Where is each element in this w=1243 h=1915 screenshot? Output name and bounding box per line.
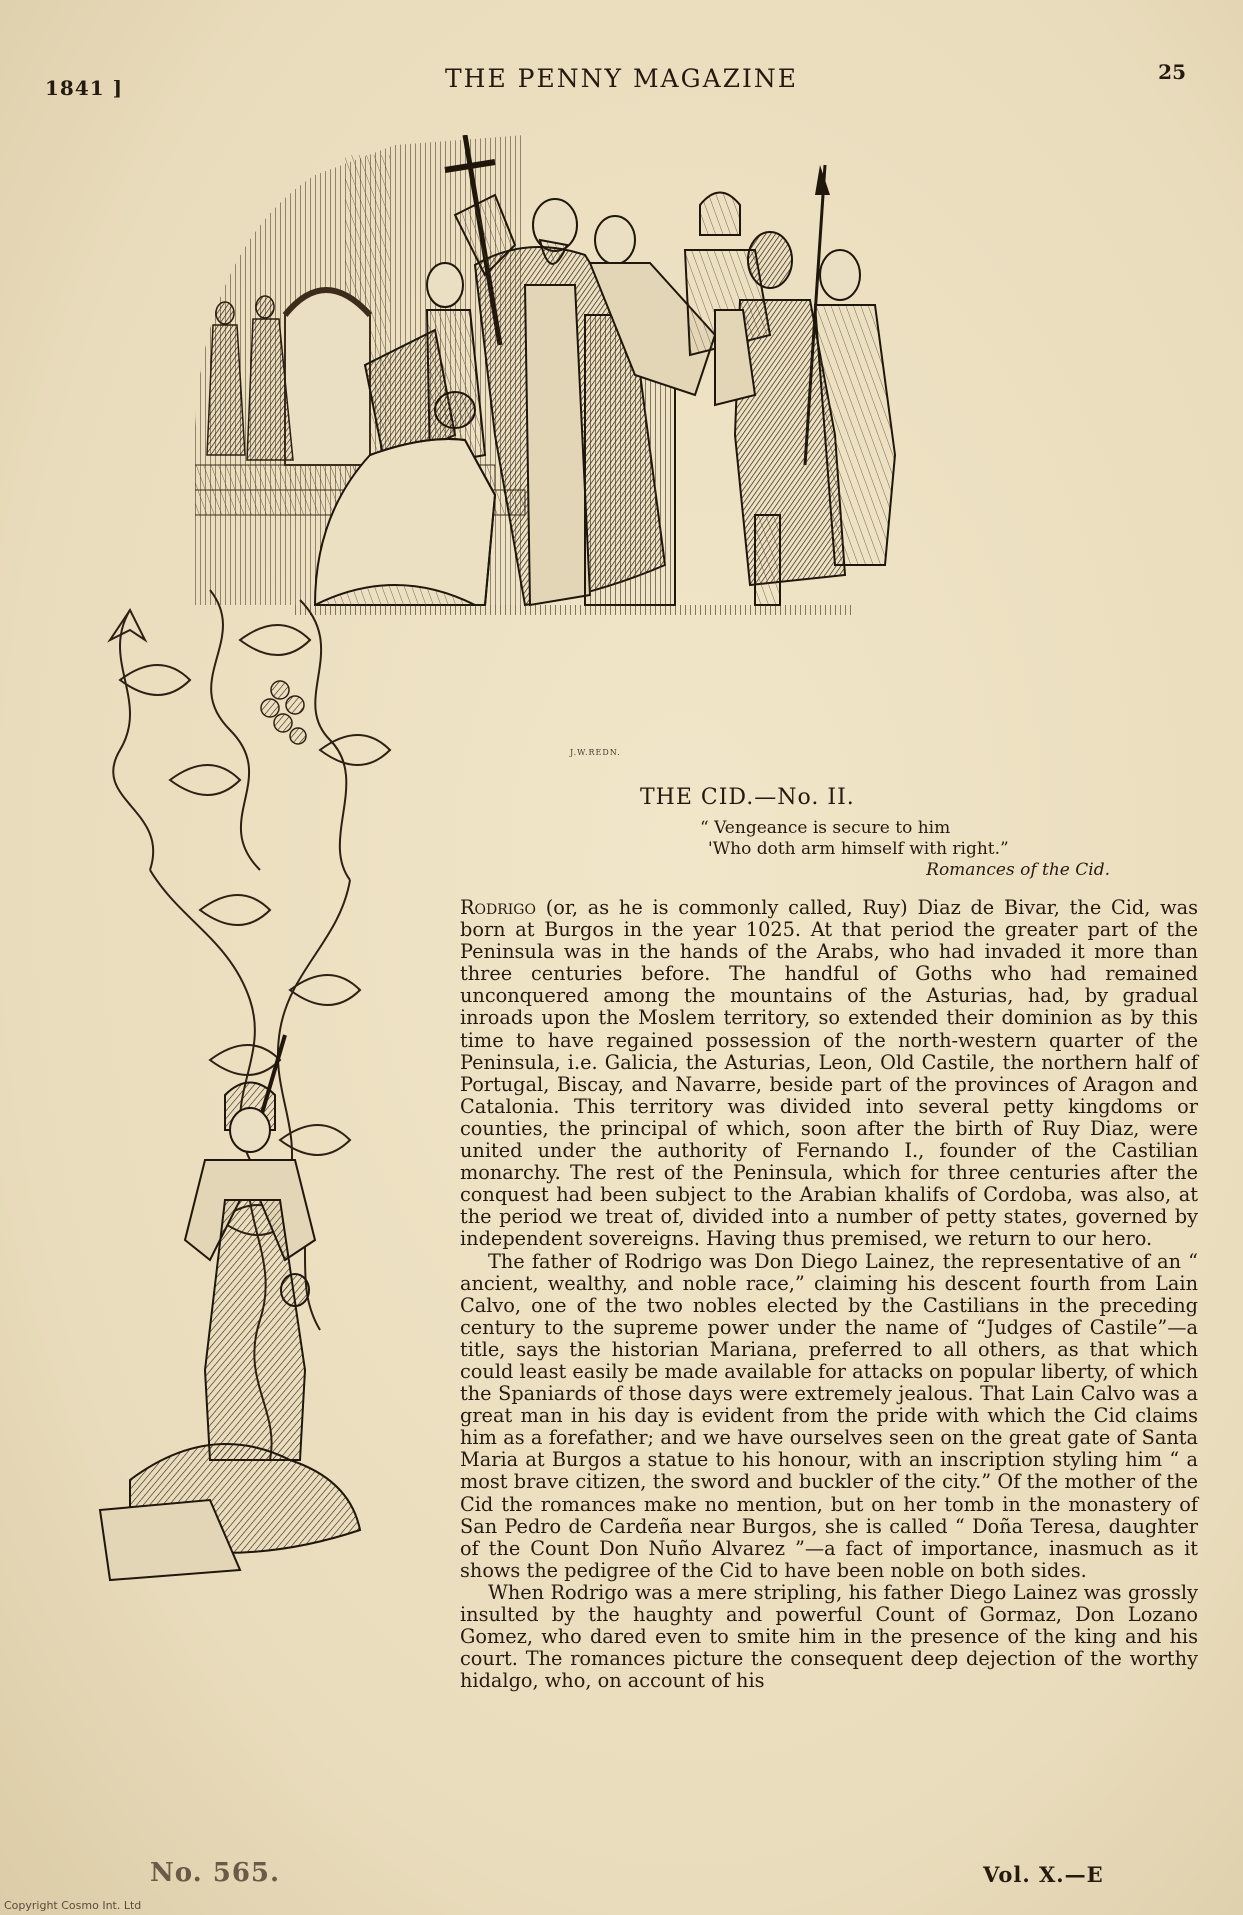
volume-signature: Vol. X.—E — [983, 1862, 1104, 1887]
paragraph-1 — [460, 897, 1198, 1251]
paragraph-2: The father of Rodrigo was Don Diego Lainez, the representative of an “ ancient, wealthy, and noble race,” claiming his descent fourth from Lain Calvo, one of the two nobles elected by the Castilians in the preceding century to the supreme power under the name of “Judges of Castile”—a title, says the historian Mariana, preferred to all others, as that which could least easily be made available for attacks on popular liberty, of which the Spaniards of those days were extremely jealous. That Lain Calvo was a great man in his day is evident from the pride with which the Cid claims him as a forefather; and we have ourselves seen on the great gate of Santa Maria at Burgos a statue to his honour, with an inscription styling him “ a most brave citizen, the sword and buckler of the city.” Of the mother of the Cid the romances make no mention, but on her tomb in the monastery of San Pedro de Cardeña near Burgos, she is called “ Doña Teresa, daughter of the Count Don Nuño Alvarez ”—a fact of importance, inasmuch as it shows the pedigree of the Cid to have been noble on both sides. — [460, 1249, 1198, 1582]
magazine-title: THE PENNY MAGAZINE — [445, 64, 798, 93]
epigraph-attribution: Romances of the Cid. — [926, 860, 1110, 880]
epigraph-line-2: 'Who doth arm himself with right.” — [708, 839, 1009, 859]
epigraph-line-1: “ Vengeance is secure to him — [700, 818, 951, 838]
paragraph-1-text: (or, as he is commonly called, Ruy) Diaz de Bivar, the Cid, was born at Burgos in the year 1025. At that period the greater part of the Peninsula was in the hands of the Arabs, who had invaded it more than three centuries before. The handful of Goths who had remained unconquered among the mountains of the Asturias, had, by gradual inroads upon the Moslem territory, so extended their dominion as by this time to have regained possession of the north-western quarter of the Peninsula, i.e. Galicia, the Asturias, Leon, Old Castile, the northern half of Portugal, Biscay, and Navarre, beside part of the provinces of Aragon and Catalonia. This territory was divided into several petty kingdoms or counties, the principal of which, soon after the birth of Ruy Diaz, were united under the authority of Fernando I., founder of the Castilian monarchy. The rest of the Peninsula, which for three centuries after the conquest had been subject to the Arabian khalifs of Cordoba, was also, at the period we treat of, divided into a number of petty states, governed by independent sovereigns. Having thus premised, we return to our hero. — [460, 896, 1198, 1251]
copyright-watermark: Copyright Cosmo Int. Ltd — [4, 1899, 142, 1912]
paragraph-1-lead: Rodrigo — [460, 896, 536, 919]
running-head — [0, 60, 1243, 100]
page-number: 25 — [1158, 60, 1186, 84]
epigraph — [700, 818, 1120, 881]
article-body — [460, 897, 1198, 1692]
issue-number: No. 565. — [150, 1858, 281, 1888]
vine-ornament-illustration — [90, 580, 450, 1820]
page-footer — [0, 1858, 1243, 1898]
paragraph-3: When Rodrigo was a mere stripling, his father Diego Lainez was grossly insulted by the haughty and powerful Count of Gormaz, Don Lozano Gomez, who dared even to smite him in the presence of the king and his court. The romances picture the consequent deep dejection of the worthy hidalgo, who, on account of his — [460, 1580, 1198, 1693]
article-title: THE CID.—No. II. — [640, 785, 855, 810]
engraver-signature: J.W.REDN. — [570, 748, 621, 757]
header-year: 1841 ] — [45, 76, 124, 100]
